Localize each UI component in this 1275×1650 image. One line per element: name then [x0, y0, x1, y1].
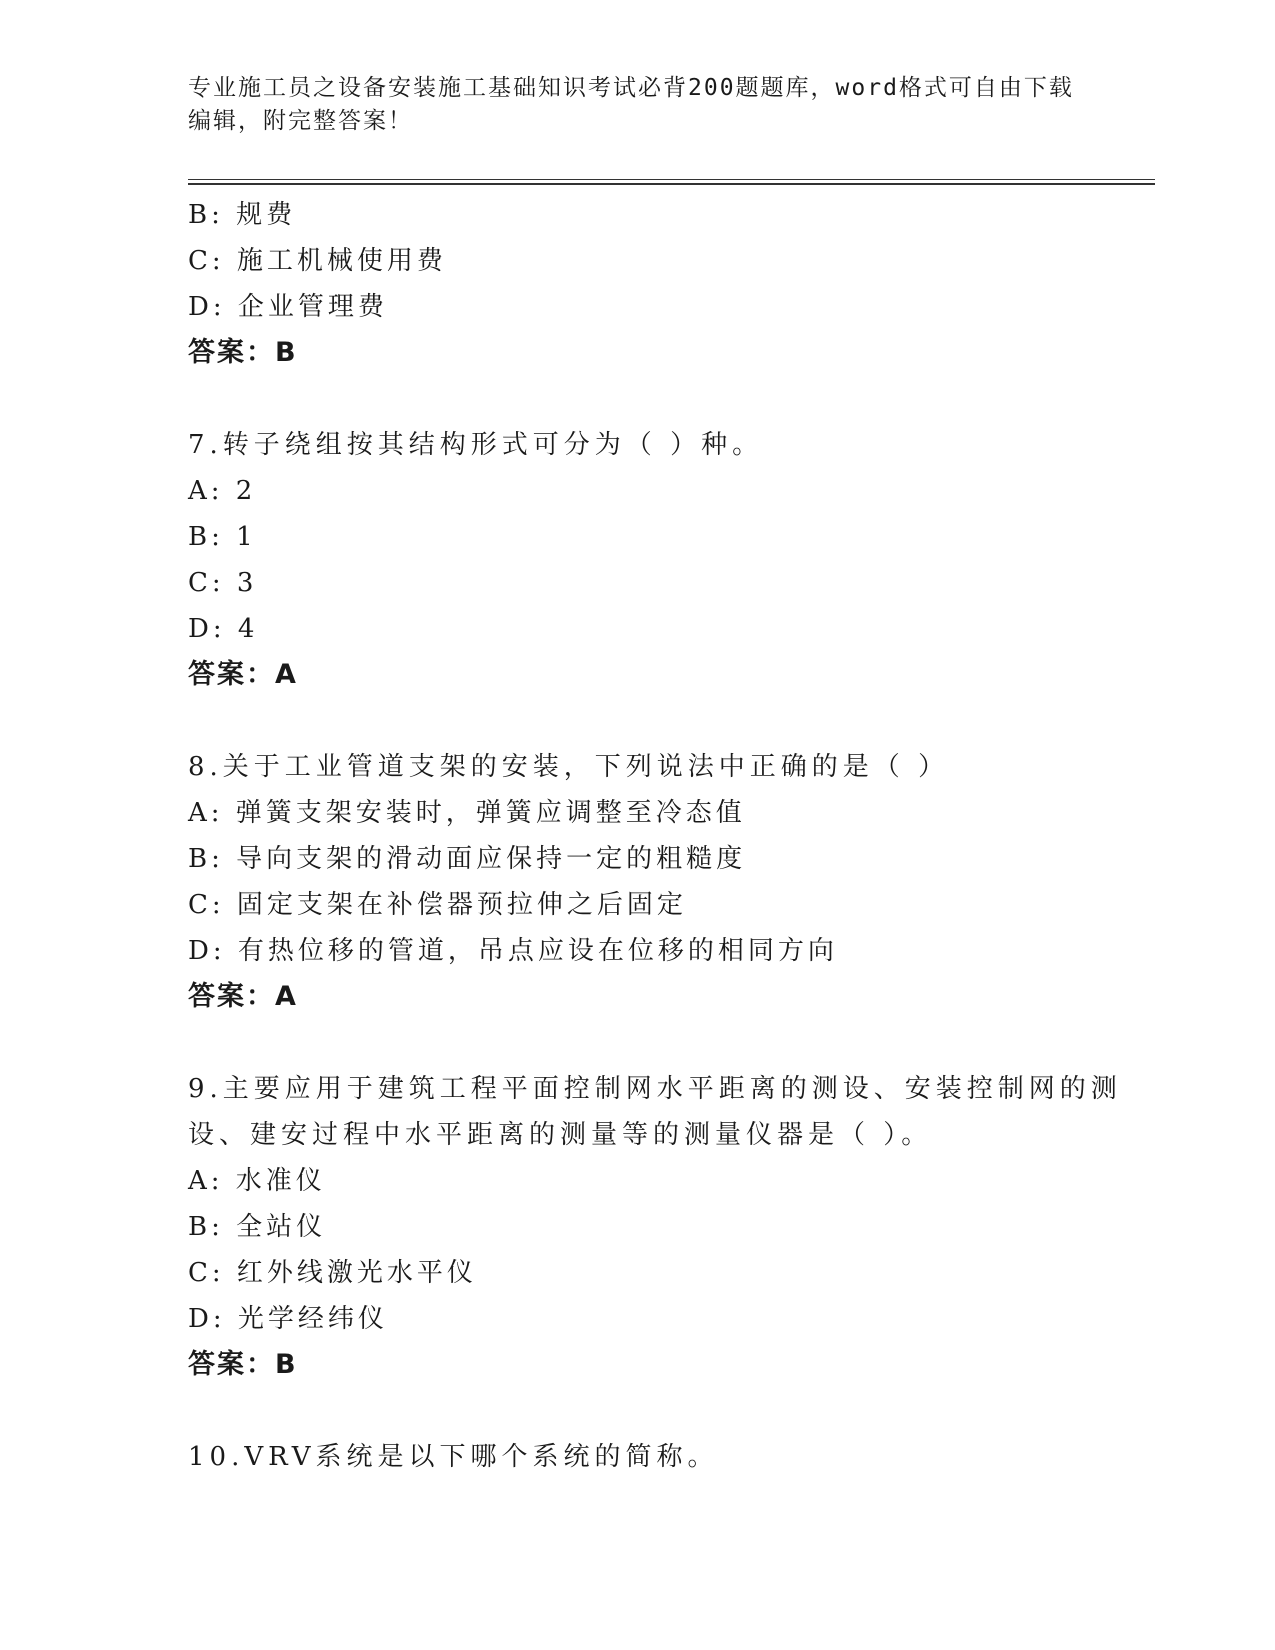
question-text-line-2: 设、建安过程中水平距离的测量等的测量仪器是（ ）。 [188, 1120, 933, 1150]
question-7 [188, 422, 1155, 698]
question-9 [188, 1066, 1155, 1388]
question-list [188, 192, 1155, 1480]
question-8 [188, 744, 1155, 1020]
option-b: B: 1 [188, 522, 257, 552]
option-b: B: 全站仪 [188, 1212, 327, 1242]
option-b: B: 导向支架的滑动面应保持一定的粗糙度 [188, 844, 747, 874]
option-a: A: 2 [188, 476, 257, 506]
header-title-line-2: 编辑，附完整答案！ [188, 108, 413, 134]
option-d: D: 企业管理费 [188, 292, 388, 322]
answer: 答案：A [188, 981, 298, 1012]
question-text: 7.转子绕组按其结构形式可分为（ ）种。 [188, 430, 764, 460]
spacer [188, 1020, 1155, 1066]
spacer [188, 1388, 1155, 1434]
header-divider-thin [188, 179, 1155, 180]
option-a: A: 弹簧支架安装时，弹簧应调整至冷态值 [188, 798, 746, 828]
header-title-line-1: 专业施工员之设备安装施工基础知识考试必背200题题库，word格式可自由下载 [188, 75, 1074, 101]
option-d: D: 有热位移的管道，吊点应设在位移的相同方向 [188, 936, 838, 966]
question-10 [188, 1434, 1155, 1480]
question-text-line-1: 9.主要应用于建筑工程平面控制网水平距离的测设、安装控制网的测 [188, 1074, 1122, 1104]
question-6-tail [188, 192, 1155, 376]
header-divider-thick [188, 183, 1155, 185]
answer: 答案：B [188, 1349, 298, 1380]
question-text: 8.关于工业管道支架的安装，下列说法中正确的是（ ） [188, 752, 950, 782]
question-text: 10.VRV系统是以下哪个系统的简称。 [188, 1442, 719, 1472]
option-d: D: 4 [188, 614, 259, 644]
option-c: C: 红外线激光水平仪 [188, 1258, 477, 1288]
option-b: B: 规费 [188, 200, 297, 230]
option-c: C: 施工机械使用费 [188, 246, 447, 276]
spacer [188, 698, 1155, 744]
spacer [188, 376, 1155, 422]
document-header [188, 72, 1078, 138]
option-a: A: 水准仪 [188, 1166, 326, 1196]
option-d: D: 光学经纬仪 [188, 1304, 388, 1334]
option-c: C: 固定支架在补偿器预拉伸之后固定 [188, 890, 687, 920]
answer: 答案：B [188, 337, 298, 368]
option-c: C: 3 [188, 568, 258, 598]
answer: 答案：A [188, 659, 298, 690]
